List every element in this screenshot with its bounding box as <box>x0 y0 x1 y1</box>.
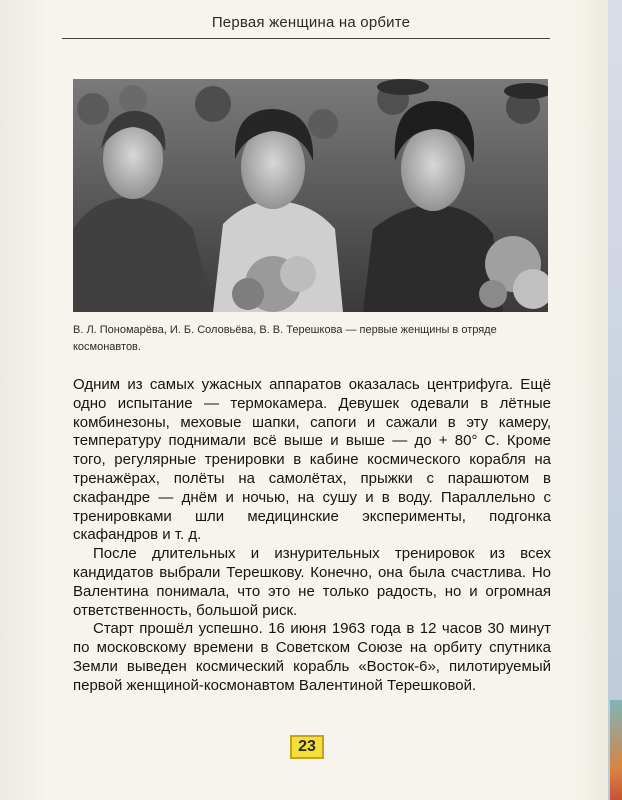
photo-three-women-cosmonauts-icon <box>73 79 548 312</box>
page-edge <box>608 0 622 800</box>
paragraph-3: Старт прошёл успешно. 16 июня 1963 года в 12 часов 30 минут по московскому времени в Советском Союзе на орбиту спутника Земли выведен космический корабль «Восток-6», пилотируемый первой женщиной-космонавтом Валентиной Терешковой. <box>73 620 551 694</box>
paragraph-2: После длительных и изнурительных тренировок из всех кандидатов выбрали Терешкову. Конечно, она была счастлива. Но Валентина понимала, что это не только радость, но и огромная ответственность, большой риск. <box>73 545 551 619</box>
page-edge-accent <box>610 700 622 800</box>
cosmonauts-photo <box>73 79 548 312</box>
header-divider <box>62 38 550 39</box>
photo-caption: В. Л. Пономарёва, И. Б. Соловьёва, В. В. Терешкова — первые женщины в отряде космонавтов. <box>73 324 497 353</box>
article-body <box>73 376 551 696</box>
page-number: 23 <box>290 735 324 759</box>
page-header-title: Первая женщина на орбите <box>211 14 411 31</box>
paragraph-1: Одним из самых ужасных аппаратов оказалась центрифуга. Ещё одно испытание — термокамера. Девушек одевали в лётные комбинезоны, меховые шапки, сапоги и сажали в эту камеру, температуру поднимали всё выше и выше — до + 80° С. Кроме того, регулярные тренировки в кабине космического корабля на тренажёрах, полёты на самолётах, прыжки с парашютом в скафандре — днём и ночью, на сушу и в воду. Параллельно с тренировками шли медицинские эксперименты, подгонка скафандров и т. д. <box>73 376 551 544</box>
